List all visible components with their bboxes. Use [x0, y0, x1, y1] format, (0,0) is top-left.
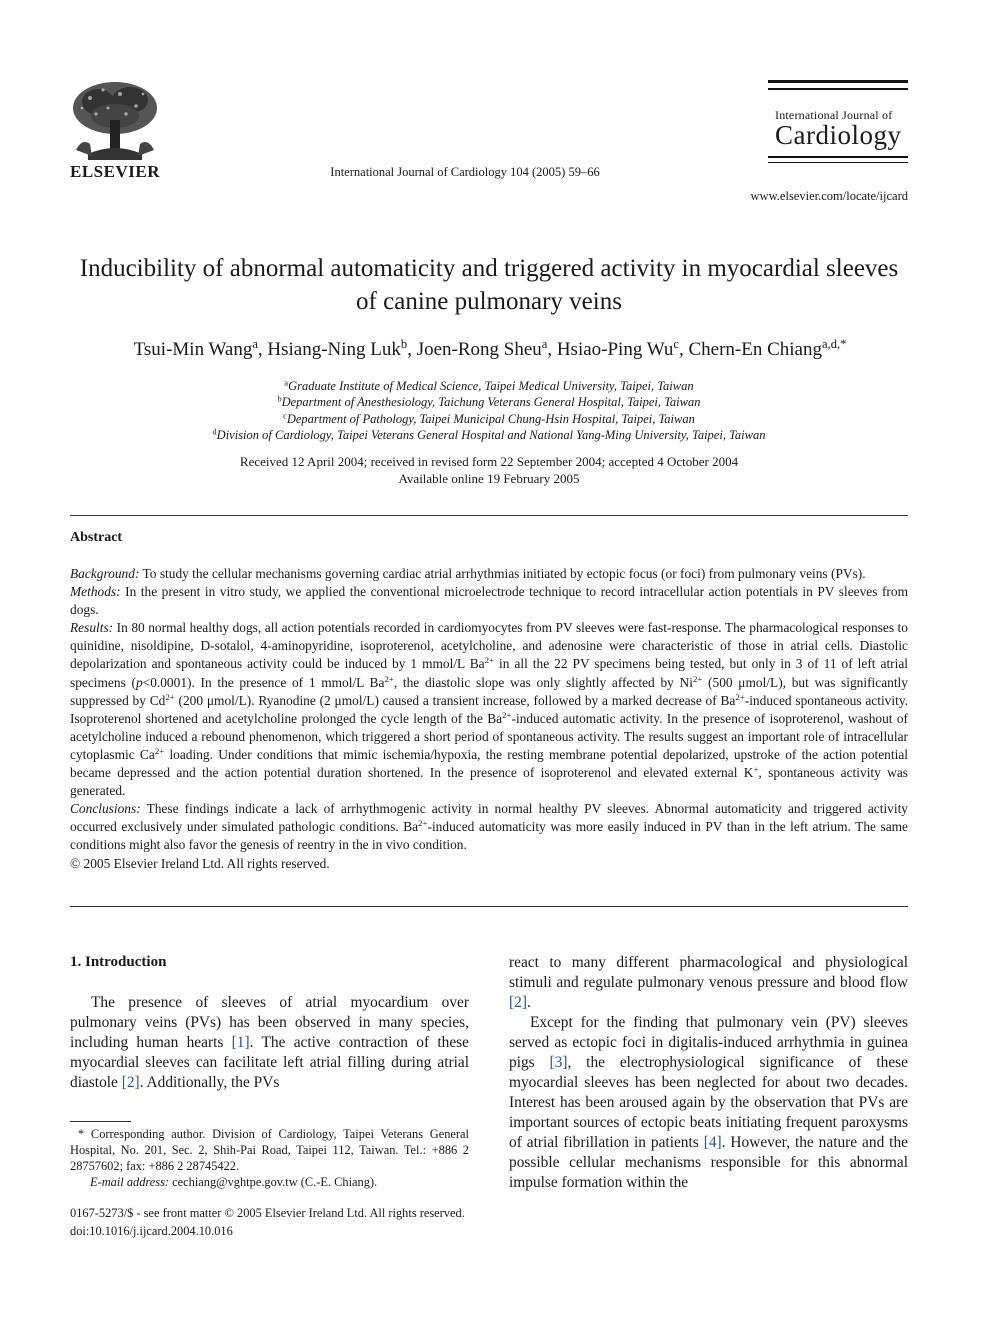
section-text: In 80 normal healthy dogs, all action potentials recorded in cardiomyocytes from PV sleeves were fast-response. The pharmacological responses to quinidine, nisoldipine, D-sotalol, 4-aminopyridine, isoproterenol, acetylcholine, and adenosine were characteristic of those in atrial cells. Diastolic depolarization and spontaneous activity could be induced by 1 mmol/L Ba: [70, 620, 908, 672]
author-name: Chern-En Chiang: [688, 339, 822, 360]
section-text: loading. Under conditions that mimic ischemia/hypoxia, the resting membrane potential depolarized, upstroke of the action potential became depressed and the action potential duration shortened. In the presence of isoproterenol and elevated external K: [70, 746, 908, 781]
ion-charge: 2+: [484, 655, 495, 666]
author-name: Tsui-Min Wang: [133, 339, 253, 360]
section-label: Background:: [70, 566, 140, 581]
section-text: (500 μmol/L), but was significantly suppressed by Cd: [70, 674, 908, 708]
body-paragraph: [509, 953, 908, 1013]
abstract-heading: Abstract: [70, 530, 123, 545]
body-text: Except for the finding that pulmonary vein (PV) sleeves served as ectopic foci in digitalis-induced arrhythmia in guinea pigs: [509, 1014, 908, 1071]
doi-line[interactable]: doi:10.1016/j.ijcard.2004.10.016: [70, 1224, 233, 1238]
ion-charge: 2+: [692, 673, 703, 684]
body-text: . However, the nature and the possible cellular mechanisms responsible for this abnormal impulse formation within the: [509, 1134, 908, 1191]
affiliation-mark: a: [284, 378, 289, 388]
body-text: . Additionally, the PVs: [139, 1074, 280, 1091]
affiliation: [70, 427, 908, 443]
body-paragraph: [70, 993, 469, 1093]
abstract-conclusions: [70, 800, 908, 854]
section-label: Methods:: [70, 584, 121, 600]
section-label: Results:: [70, 620, 114, 636]
email-link[interactable]: cechiang@vghtpe.gov.tw (C.-E. Chiang).: [172, 1175, 378, 1189]
author-affil-mark: a: [252, 337, 258, 352]
author-affil-mark: a,d,*: [822, 337, 847, 352]
ion-charge: 2+: [165, 691, 175, 702]
front-matter: [70, 1204, 530, 1240]
section-text: -induced automaticity was more easily induced in PV than in the left atrium. The same conditions might also favor the genesis of reentry in the in vivo condition.: [70, 819, 909, 853]
author-name: Joen-Rong Sheu: [416, 339, 542, 360]
section-text: , spontaneous activity was generated.: [70, 765, 908, 799]
p-value-symbol: p: [135, 674, 143, 690]
affiliation-text: Division of Cardiology, Taipei Veterans General Hospital and National Yang-Ming University, Taipei, Taiwan: [216, 428, 766, 442]
section-text: in all the 22 PV specimens being tested, but only in 3 of 11 of left atrial specimens (: [70, 656, 909, 690]
ion-charge: 2+: [735, 691, 745, 702]
affiliation-text: Department of Anesthesiology, Taichung Veterans General Hospital, Taipei, Taiwan: [281, 395, 701, 409]
affiliation-mark: c: [283, 411, 287, 421]
body-text: , the electrophysiological significance of these myocardial sleeves has been neglected for about two decades. Interest has been aroused again by the observation that PVs are important sources of ectopic beats initiating frequent paroxysms of atrial fibrillation in patients: [509, 1054, 908, 1151]
abstract-methods: [70, 583, 908, 619]
journal-citation: International Journal of Cardiology 104 (2005) 59–66: [330, 165, 600, 179]
citation-link[interactable]: [2]: [121, 1074, 140, 1091]
abstract-background: [70, 565, 908, 583]
section-label: Conclusions:: [70, 801, 141, 817]
issn-line: 0167-5273/$ - see front matter © 2005 Elsevier Ireland Ltd. All rights reserved.: [70, 1206, 465, 1220]
journal-brand-large: Cardiology: [775, 120, 902, 150]
ion-charge: 2+: [418, 818, 428, 829]
abstract-body: [70, 565, 908, 873]
journal-rule-second: [768, 88, 908, 90]
affiliation-text: Department of Pathology, Taipei Municipal Chung-Hsin Hospital, Taipei, Taiwan: [286, 412, 695, 426]
citation-link[interactable]: [3]: [549, 1054, 568, 1071]
section-text: -induced spontaneous activity. Isoproterenol shortened and acetylcholine prolonged the cycle length of the Ba: [70, 692, 908, 726]
ion-charge: +: [753, 764, 759, 775]
footnote-email: [70, 1174, 469, 1190]
author-name: Hsiang-Ning Luk: [267, 339, 401, 360]
ion-charge: 2+: [154, 746, 165, 757]
body-column-right: [509, 953, 908, 1193]
section-text: <0.0001). In the presence of 1 mmol/L Ba: [142, 674, 385, 690]
abstract-copyright: © 2005 Elsevier Ireland Ltd. All rights reserved.: [70, 855, 330, 871]
section-text: (200 μmol/L). Ryanodine (2 μmol/L) caused a transient increase, followed by a marked decrease of Ba: [174, 692, 736, 708]
citation-link[interactable]: [1]: [231, 1034, 250, 1051]
ion-charge: 2+: [384, 673, 394, 684]
author-affil-mark: a: [541, 337, 548, 352]
abstract-top-rule: [70, 515, 908, 516]
journal-rule-thin: [768, 162, 908, 163]
affiliation-mark: d: [212, 427, 217, 437]
section-heading-introduction: 1. Introduction: [70, 954, 167, 970]
ion-charge: 2+: [502, 709, 512, 720]
journal-rule-top: [768, 80, 908, 83]
affiliation: [70, 394, 908, 410]
body-text: . The active contraction of these myocardial sleeves can facilitate left atrial filling during atrial diastole: [70, 1034, 469, 1091]
available-online: Available online 19 February 2005: [398, 471, 580, 486]
section-text: In the present in vitro study, we applied the conventional microelectrode technique to record intracellular action potentials in PV sleeves from dogs.: [70, 584, 908, 618]
affiliation: [70, 378, 908, 394]
journal-url-link[interactable]: www.elsevier.com/locate/ijcard: [750, 189, 908, 203]
section-text: These findings indicate a lack of arrhythmogenic activity in normal healthy PV sleeves. Abnormal automaticity and triggered activity occurred exclusively under simulated pathologic conditions. Ba: [70, 801, 908, 835]
journal-brand-small: International Journal of: [775, 108, 893, 122]
corresponding-author-footnote: [70, 1126, 469, 1190]
section-text: , the diastolic slope was only slightly affected by Ni: [393, 674, 693, 690]
received-dates: Received 12 April 2004; received in revised form 22 September 2004; accepted 4 October 2004: [239, 454, 739, 469]
body-text: .: [526, 994, 531, 1011]
article-title: Inducibility of abnormal automaticity and triggered activity in myocardial sleeves of canine pulmonary veins: [79, 255, 899, 315]
body-text: The presence of sleeves of atrial myocardium over pulmonary veins (PVs) has been observed in many species, including human hearts: [70, 994, 469, 1051]
abstract-bottom-rule: [70, 906, 908, 907]
section-text: To study the cellular mechanisms governing cardiac atrial arrhythmias initiated by ectopic focus (or foci) from pulmonary veins (PVs).: [142, 566, 866, 581]
journal-rule-bottom: [768, 156, 908, 158]
citation-link[interactable]: [2]: [509, 994, 527, 1011]
citation-link[interactable]: [4]: [703, 1134, 722, 1151]
footnote-corresponding: * Corresponding author. Division of Cardiology, Taipei Veterans General Hospital, No. 201, Sec. 2, Shih-Pai Road, Taipei 112, Taiwan. Tel.: +886 2 28757602; fax: +886 2 28745422.: [70, 1127, 469, 1173]
author-affil-mark: b: [400, 337, 408, 352]
body-paragraph: [509, 1013, 908, 1193]
affiliation-mark: b: [277, 394, 282, 404]
section-text: -induced automatic activity. In the presence of isoproterenol, washout of acetylcholine induced a rebound phenomenon, which triggered a short period of spontaneous activity. The results suggest an important role of intracellular cytoplasmic Ca: [70, 710, 909, 762]
email-label: E-mail address:: [90, 1175, 170, 1189]
author-affil-mark: c: [673, 337, 679, 352]
footnote-rule: [70, 1121, 131, 1122]
affiliation: [70, 411, 908, 427]
affiliation-text: Graduate Institute of Medical Science, Taipei Medical University, Taipei, Taiwan: [288, 379, 694, 393]
abstract-results: [70, 619, 908, 800]
body-column-left: [70, 993, 469, 1093]
author-list: Tsui-Min Wang$^a$, Hsiang-Ning Luk$^b$, Joen-Rong Sheu$^a$, Hsiao-Ping Wu$^c$, Chern-En Chiang$^{a,d,*}$: [133, 337, 847, 360]
body-text: react to many different pharmacological and physiological stimuli and regulate pulmonary venous pressure and blood flow: [509, 954, 908, 991]
publisher-name: ELSEVIER: [70, 162, 160, 181]
author-name: Hsiao-Ping Wu: [556, 339, 674, 360]
